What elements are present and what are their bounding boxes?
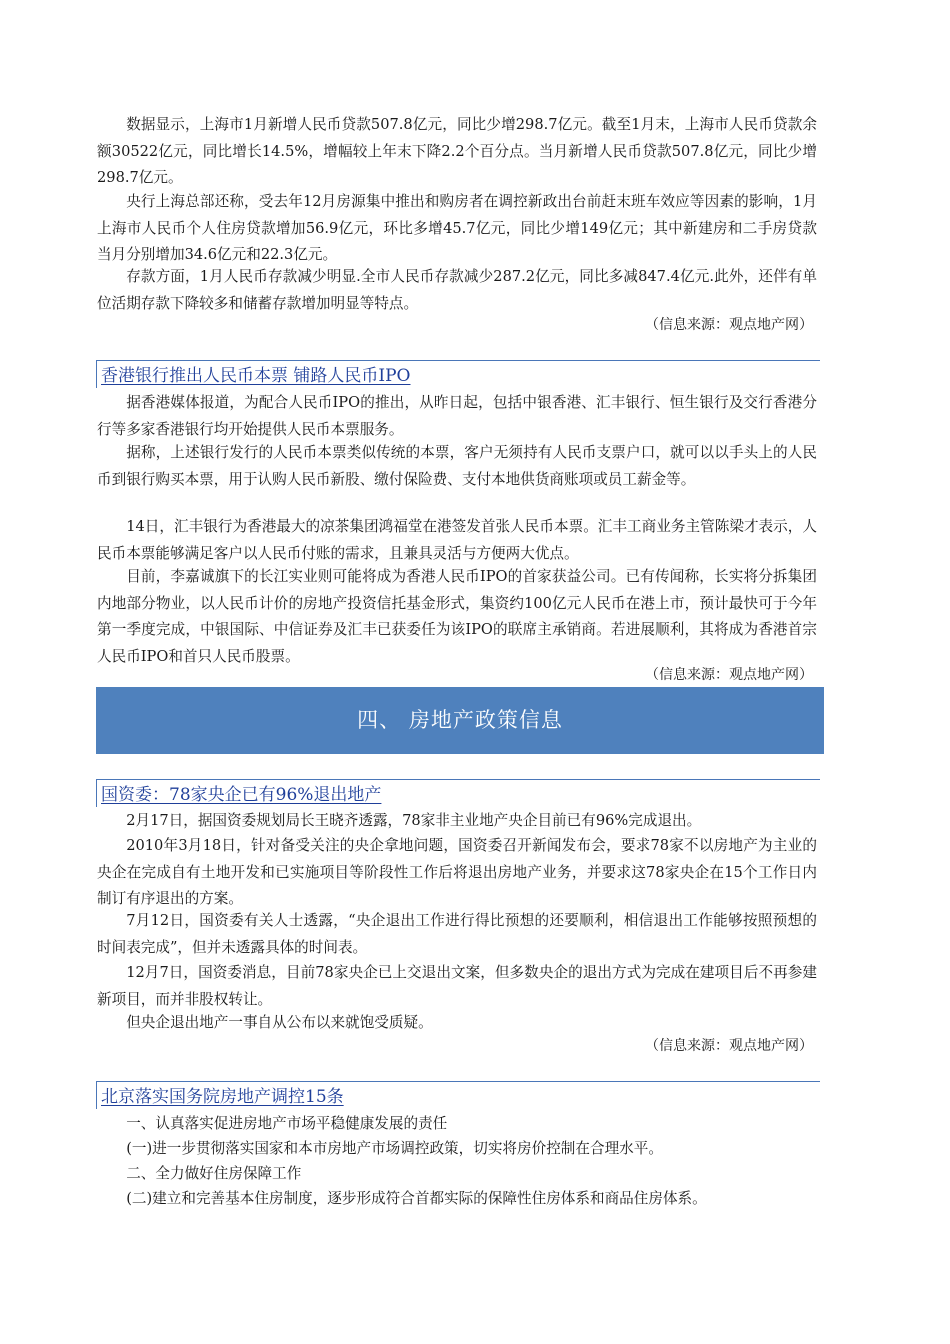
article-title-box	[96, 779, 820, 807]
paragraph: 7月12日，国资委有关人士透露，“央企退出工作进行得比预想的还要顺利，相信退出工作能够按照预想的时间表完成”，但并未透露具体的时间表。	[97, 912, 817, 956]
article-title-box	[96, 1081, 820, 1109]
paragraph: 2月17日，据国资委规划局长王晓齐透露，78家非主业地产央企目前已有96%完成退出。	[126, 812, 702, 829]
paragraph: 目前，李嘉诚旗下的长江实业则可能将成为香港人民币IPO的首家获益公司。已有传闻称，长实将分拆集团内地部分物业，以人民币计价的房地产投资信托基金形式，集资约100亿元人民币在港上市，预计最快可于今年第一季度完成，中银国际、中信证券及汇丰已获委任为该IPO的联席主承销商。若进展顺利，其将成为香港首宗人民币IPO和首只人民币股票。	[97, 568, 817, 665]
paragraph: 14日，汇丰银行为香港最大的凉茶集团鸿福堂在港签发首张人民币本票。汇丰工商业务主管陈梁才表示，人民币本票能够满足客户以人民币付账的需求，且兼具灵活与方便两大优点。	[97, 518, 817, 562]
paragraph: 存款方面，1月人民币存款减少明显.全市人民币存款减少287.2亿元，同比多减847.4亿元.此外，还伴有单位活期存款下降较多和储蓄存款增加明显等特点。	[97, 268, 817, 312]
policy-line: 一、认真落实促进房地产市场平稳健康发展的责任	[126, 1115, 448, 1132]
paragraph: 据香港媒体报道，为配合人民币IPO的推出，从昨日起，包括中银香港、汇丰银行、恒生银行及交行香港分行等多家香港银行均开始提供人民币本票服务。	[97, 394, 817, 438]
paragraph: 12月7日，国资委消息，目前78家央企已上交退出文案，但多数央企的退出方式为完成在建项目后不再参建新项目，而并非股权转让。	[97, 964, 817, 1008]
source-note: （信息来源：观点地产网）	[645, 1038, 813, 1054]
paragraph: 数据显示，上海市1月新增人民币贷款507.8亿元，同比少增298.7亿元。截至1月末，上海市人民币贷款余额30522亿元，同比增长14.5%，增幅较上年末下降2.2个百分点。当月新增人民币贷款507.8亿元，同比少增298.7亿元。	[97, 116, 817, 186]
paragraph: 但央企退出地产一事自从公布以来就饱受质疑。	[126, 1014, 433, 1031]
article-title-link[interactable]: 国资委：78家央企已有96%退出地产	[101, 785, 382, 805]
section-banner: 四、 房地产政策信息	[96, 687, 824, 754]
paragraph: 央行上海总部还称，受去年12月房源集中推出和购房者在调控新政出台前赶末班车效应等因素的影响，1月上海市人民币个人住房贷款增加56.9亿元，环比多增45.7亿元，同比少增149亿元；其中新建房和二手房贷款当月分别增加34.6亿元和22.3亿元。	[97, 193, 817, 263]
policy-line: 二、全力做好住房保障工作	[126, 1165, 302, 1182]
paragraph: 2010年3月18日，针对备受关注的央企拿地问题，国资委召开新闻发布会，要求78家不以房地产为主业的央企在完成自有土地开发和已实施项目等阶段性工作后将退出房地产业务，并要求这78家央企在15个工作日内制订有序退出的方案。	[97, 837, 817, 907]
policy-line: (一)进一步贯彻落实国家和本市房地产市场调控政策，切实将房价控制在合理水平。	[126, 1140, 663, 1157]
article-title-box	[96, 360, 820, 388]
article-title-link[interactable]: 北京落实国务院房地产调控15条	[101, 1087, 344, 1107]
source-note: （信息来源：观点地产网）	[645, 317, 813, 333]
paragraph: 据称，上述银行发行的人民币本票类似传统的本票，客户无须持有人民币支票户口，就可以以手头上的人民币到银行购买本票，用于认购人民币新股、缴付保险费、支付本地供货商账项或员工薪金等。	[97, 444, 817, 488]
policy-line: (二)建立和完善基本住房制度，逐步形成符合首都实际的保障性住房体系和商品住房体系。	[126, 1190, 707, 1207]
source-note: （信息来源：观点地产网）	[645, 667, 813, 683]
article-title-link[interactable]: 香港银行推出人民币本票 铺路人民币IPO	[101, 366, 411, 386]
